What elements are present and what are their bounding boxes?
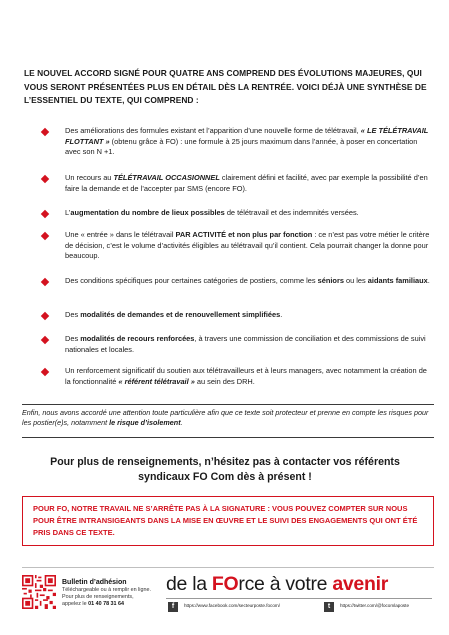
list-item: Un renforcement significatif du soutien aux télétravailleurs et à leurs managers, avec notamment la création de la fonctionnalité « référent télétravail » au sein des DRH.	[42, 366, 432, 387]
intro-heading: LE NOUVEL ACCORD SIGNÉ POUR QUATRE ANS COMPREND DES ÉVOLUTIONS MAJEURES, QUI VOUS SERONT PRÉSENTÉES PLUS EN DÉTAIL DÈS LA RENTRÉE. VOICI DÉJÀ UNE SYNTHÈSE DE L’ESSENTIEL DU TEXTE, QUI COMPREND :	[24, 68, 427, 105]
membership-form-info: Bulletin d’adhésion Téléchargeable ou à remplir en ligne. Pour plus de renseignements, appelez le 01 40 78 31 64	[62, 579, 151, 607]
twitter-link[interactable]: https://twitter.com/@focomlaposte	[340, 603, 410, 608]
red-diamond-icon	[41, 232, 49, 240]
list-item: L’augmentation du nombre de lieux possibles de télétravail et des indemnités versées.	[42, 208, 432, 219]
list-item: Des améliorations des formules existant et l’apparition d’une nouvelle forme de télétravail, « LE TÉLÉTRAVAIL FLOTTANT » (obtenu grâce à FO) : une formule à 25 jours maximum dans l’année, à poser en concertation avec son N +1.	[42, 126, 432, 158]
emphasis: « LE TÉLÉTRAVAIL FLOTTANT »	[65, 126, 429, 146]
emphasis: TÉLÉTRAVAIL OCCASIONNEL	[113, 173, 220, 182]
red-diamond-icon	[41, 175, 49, 183]
red-diamond-icon	[41, 312, 49, 320]
commitment-box: POUR FO, NOTRE TRAVAIL NE S’ARRÊTE PAS À LA SIGNATURE : VOUS POUVEZ COMPTER SUR NOUS POUR ÊTRE INTRANSIGEANTS DANS LA MISE EN ŒUVRE ET LE SUIVI DES ENGAGEMENTS QUI ONT ÉTÉ PRIS DANS CE TEXTE.	[22, 496, 434, 546]
red-diamond-icon	[41, 128, 49, 136]
emphasis: modalités de demandes et de renouvellement simplifiées	[80, 310, 281, 319]
emphasis: le risque d’isolement	[109, 418, 181, 428]
social-divider	[166, 598, 432, 599]
emphasis: PAR ACTIVITÉ et non plus par fonction	[175, 230, 313, 239]
red-diamond-icon	[41, 336, 49, 344]
emphasis: augmentation du nombre de lieux possibles	[70, 208, 225, 217]
emphasis: modalités de recours renforcées	[80, 334, 195, 343]
emphasis: « référent télétravail »	[118, 376, 195, 386]
red-diamond-icon	[41, 368, 49, 376]
phone-number[interactable]: 01 40 78 31 64	[88, 600, 125, 607]
qr-code-icon[interactable]	[22, 575, 56, 609]
closing-note: Enfin, nous avons accordé une attention toute particulière afin que ce texte soit protecteur et prenne en compte les risques pour les postier(e)s, notamment le risque d’isolement.	[22, 408, 429, 428]
footer-divider	[22, 567, 434, 568]
list-item: Des modalités de recours renforcées, à travers une commission de conciliation et des commissions de suivi nationales et locales.	[42, 334, 432, 355]
list-item: Des modalités de demandes et de renouvellement simplifiées.	[42, 310, 432, 321]
emphasis: aidants familiaux	[367, 276, 428, 285]
list-item: Une « entrée » dans le télétravail PAR ACTIVITÉ et non plus par fonction : ce n’est pas votre métier le critère de décision, c’est le volume d’activités éligibles au télétravail qu’il contient. Cela pourrait changer la donne pour beaucoup.	[42, 230, 432, 262]
twitter-icon[interactable]: t	[324, 602, 334, 612]
red-diamond-icon	[41, 210, 49, 218]
contact-callout: Pour plus de renseignements, n’hésitez pas à contacter vos référents syndicaux FO Com dès à présent !	[50, 456, 400, 483]
fo-com-slogan-logo: de la FOrce à votre avenir	[166, 573, 388, 595]
list-item: Un recours au TÉLÉTRAVAIL OCCASIONNEL clairement défini et facilité, avec par exemple la possibilité d’en faire la demande et de l’accepter par SMS (encore FO).	[42, 173, 432, 194]
bulletin-title: Bulletin d’adhésion	[62, 579, 127, 586]
facebook-link[interactable]: https://www.facebook.com/secteurposte.focom/	[184, 603, 281, 608]
divider	[22, 437, 434, 438]
red-diamond-icon	[41, 278, 49, 286]
list-item: Des conditions spécifiques pour certaines catégories de postiers, comme les séniors ou les aidants familiaux.	[42, 276, 432, 287]
divider	[22, 404, 434, 405]
facebook-icon[interactable]: f	[168, 602, 178, 612]
emphasis: séniors	[317, 276, 344, 285]
